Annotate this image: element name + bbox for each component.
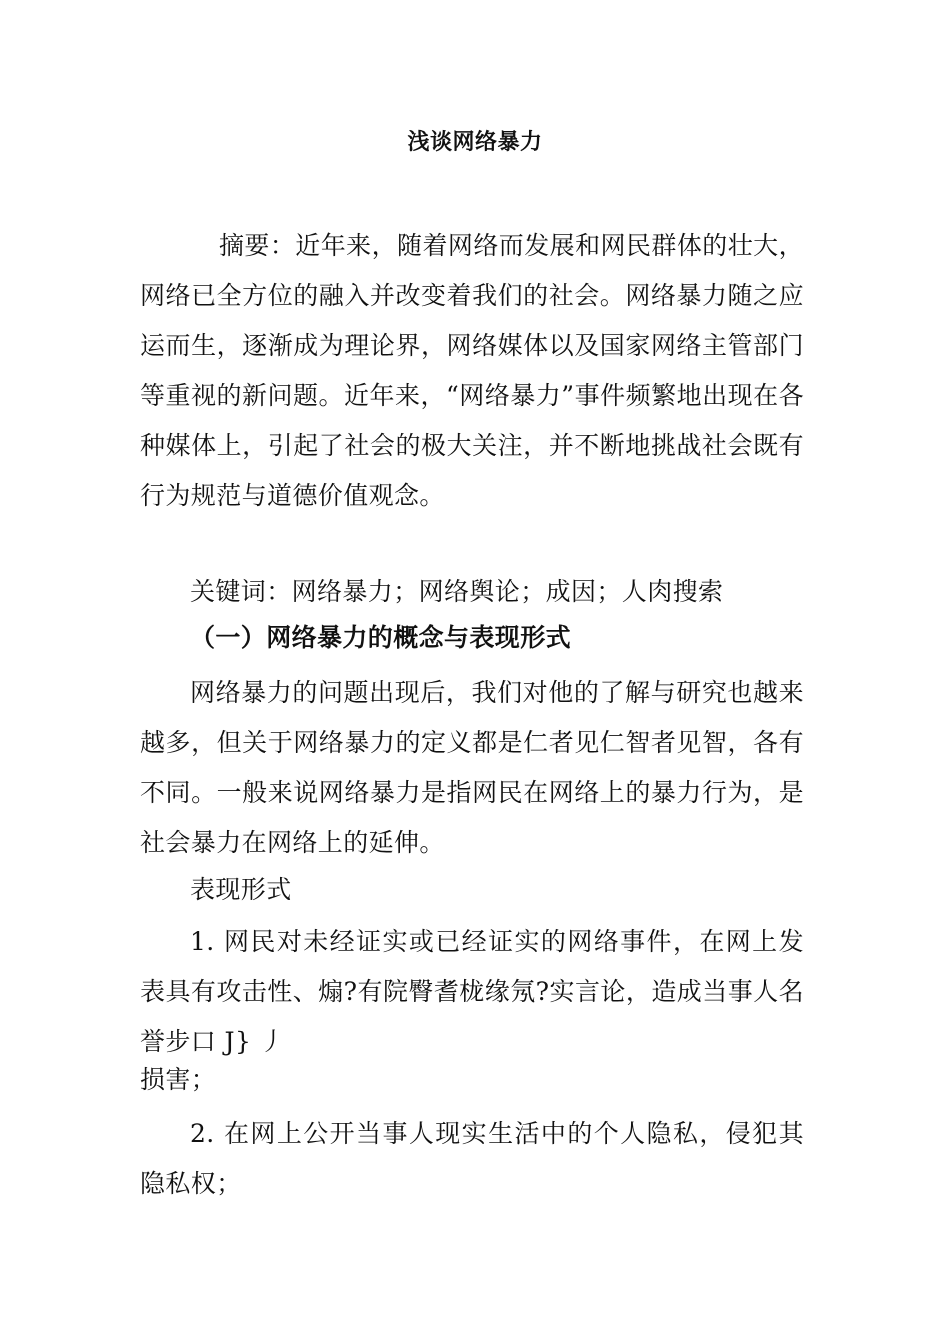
keywords-line: 关键词：网络暴力；网络舆论；成因；人肉搜索 bbox=[190, 577, 724, 606]
list-item-2: 2. 在网上公开当事人现实生活中的个人隐私，侵犯其隐私权； bbox=[140, 1119, 804, 1198]
forms-label: 表现形式 bbox=[190, 875, 292, 904]
document-title: 浅谈网络暴力 bbox=[407, 128, 543, 155]
list-item-1: 1. 网民对未经证实或已经证实的网络事件，在网上发表具有攻击性、煽?有院臀耆栊缘氖?实言论，造成当事人名誉步口 J} 丿 bbox=[140, 927, 804, 1056]
abstract-paragraph: 摘要：近年来，随着网络而发展和网民群体的壮大，网络已全方位的融入并改变着我们的社会。网络暴力随之应运而生，逐渐成为理论界，网络媒体以及国家网络主管部门等重视的新问题。近年来，“网络暴力”事件频繁地出现在各种媒体上，引起了社会的极大关注，并不断地挑战社会既有行为规范与道德价值观念。 bbox=[140, 231, 804, 510]
list-item-1-continuation: 损害； bbox=[140, 1065, 217, 1094]
concept-paragraph: 网络暴力的问题出现后，我们对他的了解与研究也越来越多，但关于网络暴力的定义都是仁者见仁智者见智，各有不同。一般来说网络暴力是指网民在网络上的暴力行为，是社会暴力在网络上的延伸。 bbox=[140, 678, 804, 857]
section-heading: （一）网络暴力的概念与表现形式 bbox=[190, 622, 572, 652]
